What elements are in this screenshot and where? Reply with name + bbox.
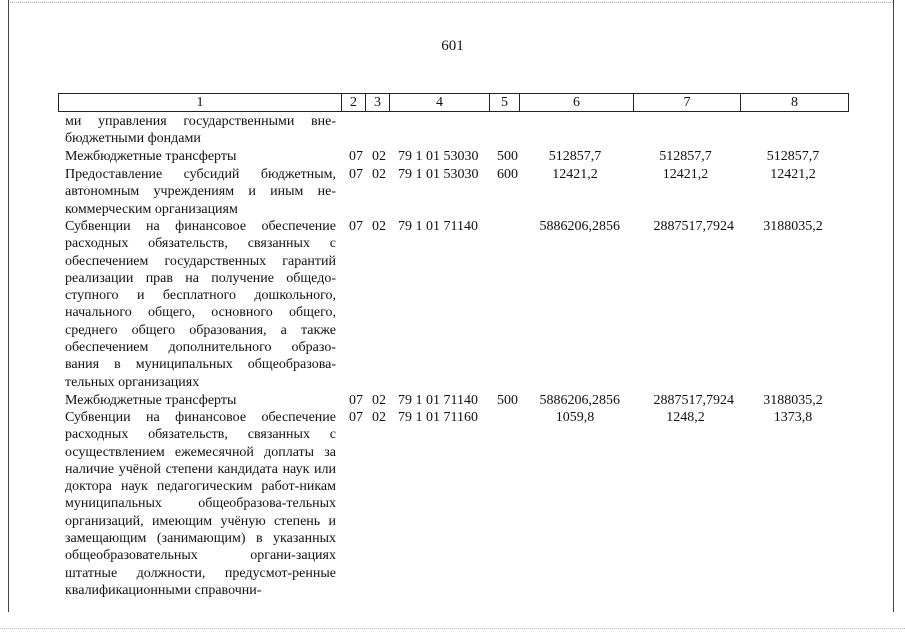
header-col-8: 8 <box>791 95 798 110</box>
row-amount-col6: 12421,2 <box>552 167 598 182</box>
row-section: 07 <box>349 167 363 182</box>
row-amount-col7: 2887517,7924 <box>653 219 734 234</box>
row-description: Межбюджетные трансферты <box>65 149 237 164</box>
scan-top-edge <box>8 2 893 3</box>
row-amount-col6: 512857,7 <box>548 149 602 164</box>
row-amount-col6: 5886206,2856 <box>539 393 620 408</box>
page-number: 601 <box>441 38 464 54</box>
row-description: Предоставление субсидий бюджетным, автономным учреждениям и иным не-коммерческим организациям <box>65 167 336 217</box>
row-subsection: 02 <box>372 167 386 182</box>
row-amount-col6: 1059,8 <box>555 410 595 425</box>
row-expense-type: 500 <box>497 149 518 164</box>
row-description: Межбюджетные трансферты <box>65 393 237 408</box>
row-amount-col8: 12421,2 <box>770 167 816 182</box>
row-amount-col7: 512857,7 <box>659 149 712 164</box>
row-amount-col8: 1373,8 <box>773 410 813 425</box>
row-subsection: 02 <box>372 393 386 408</box>
row-target-article: 79 1 01 53030 <box>398 149 479 164</box>
row-description: Субвенции на финансовое обеспечение расходных обязательств, связанных с обеспечением государственных гарантий реализации прав на получение общедо-ступного и бесплатного дошкольного, начального общего, основного общего, среднего общего образования, а также обеспечением дополнительного образо-вания в муниципальных общеобразова-тельных организациях <box>65 219 336 390</box>
header-col-2: 2 <box>342 94 366 111</box>
row-subsection: 02 <box>372 219 386 234</box>
row-amount-col7: 2887517,7924 <box>653 393 734 408</box>
table-header <box>58 93 849 112</box>
row-target-article: 79 1 01 53030 <box>398 167 479 182</box>
scan-bottom-edge <box>0 628 905 629</box>
header-col-5: 5 <box>490 94 520 111</box>
row-section: 07 <box>349 393 363 408</box>
row-description: Субвенции на финансовое обеспечение расходных обязательств, связанных с осуществлением ежемесячной доплаты за наличие учёной степени кандидата наук или доктора наук педагогическим работ-никам муниципальных общеобразова-тельных организаций, имеющим учёную степень и замещающим (занимающим) в указанных общеобразовательных органи-зациях штатные должности, предусмот-ренные квалификационными справочни- <box>65 410 336 598</box>
header-col-1: 1 <box>59 94 342 111</box>
row-amount-col8: 3188035,2 <box>763 393 823 408</box>
page-left-border <box>8 0 9 612</box>
row-target-article: 79 1 01 71160 <box>398 410 478 425</box>
header-col-7: 7 <box>634 94 741 111</box>
header-col-4: 4 <box>390 94 490 111</box>
row-target-article: 79 1 01 71140 <box>398 393 478 408</box>
header-col-3: 3 <box>366 94 390 111</box>
row-section: 07 <box>349 410 363 425</box>
row-section: 07 <box>349 149 363 164</box>
row-amount-col7: 12421,2 <box>662 167 709 182</box>
row-target-article: 79 1 01 71140 <box>398 219 478 234</box>
row-expense-type: 500 <box>497 393 518 408</box>
row-amount-col8: 3188035,2 <box>763 219 823 234</box>
row-subsection: 02 <box>372 149 386 164</box>
row-amount-col6: 5886206,2856 <box>539 219 620 234</box>
page-right-border <box>893 0 894 612</box>
row-amount-col8: 512857,7 <box>766 149 820 164</box>
header-col-6: 6 <box>520 94 634 111</box>
row-description: ми управления государственными вне-бюджетными фондами <box>65 114 336 147</box>
row-expense-type: 600 <box>497 167 518 182</box>
row-amount-col7: 1248,2 <box>666 410 705 425</box>
row-section: 07 <box>349 219 363 234</box>
row-subsection: 02 <box>372 410 386 425</box>
